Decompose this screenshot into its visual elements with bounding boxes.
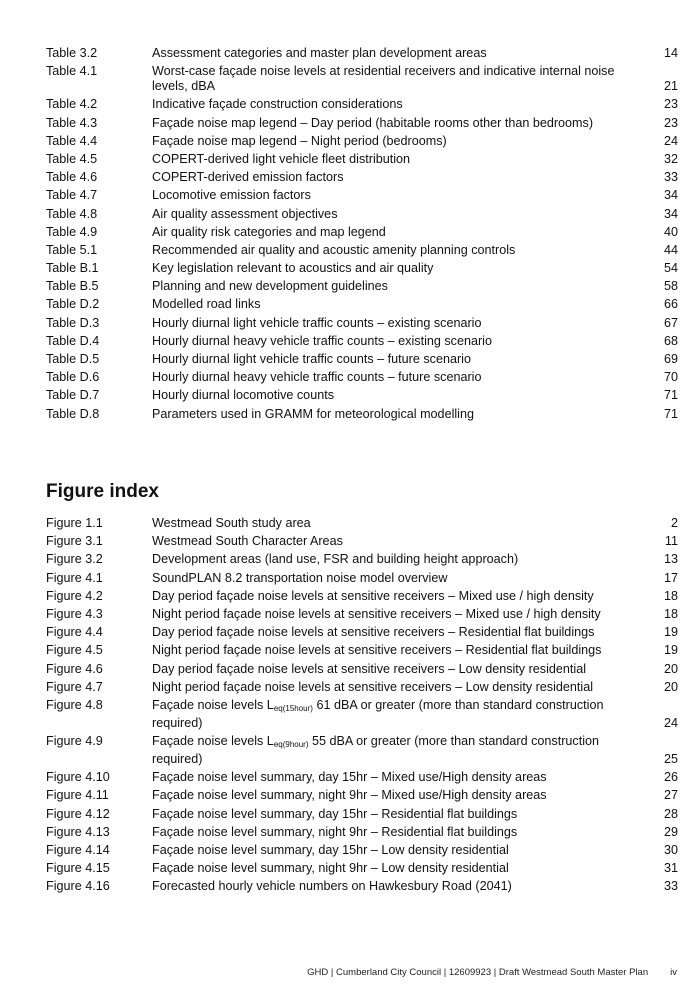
entry-page: 29 xyxy=(663,824,678,839)
table-entry[interactable] xyxy=(46,97,678,112)
entry-page: 30 xyxy=(663,843,678,857)
entry-label: Figure 4.12 xyxy=(46,806,110,821)
entry-page: 24 xyxy=(663,133,678,148)
entry-page: 23 xyxy=(663,97,678,112)
entry-title-pre: Façade noise levels L xyxy=(152,734,274,749)
entry-title-subscript: eq(9hour) xyxy=(273,740,309,750)
table-entry[interactable] xyxy=(46,261,678,276)
entry-page: 25 xyxy=(663,752,678,767)
table-entry[interactable] xyxy=(46,407,678,422)
entry-label: Figure 4.6 xyxy=(46,661,103,676)
figure-entry[interactable] xyxy=(46,861,678,876)
entry-page: 28 xyxy=(663,806,678,821)
entry-title: Assessment categories and master plan development areas xyxy=(152,46,487,60)
entry-title: Façade noise map legend – Day period (habitable rooms other than bedrooms) xyxy=(152,115,594,130)
entry-label: Figure 1.1 xyxy=(46,516,103,530)
entry-title: Day period façade noise levels at sensitive receivers – Mixed use / high density xyxy=(152,588,594,603)
entry-page: 21 xyxy=(663,79,678,94)
figure-entry[interactable] xyxy=(46,807,678,822)
entry-title: Modelled road links xyxy=(152,297,261,312)
table-entry[interactable] xyxy=(46,170,678,185)
entry-label: Figure 4.14 xyxy=(46,843,110,857)
entry-label: Figure 4.11 xyxy=(46,788,109,803)
table-entry[interactable] xyxy=(46,316,678,331)
footer-page-number: iv xyxy=(670,967,677,978)
entry-page: 24 xyxy=(663,715,678,730)
entry-page: 20 xyxy=(663,661,678,676)
entry-page: 27 xyxy=(663,788,678,803)
entry-label: Table 4.2 xyxy=(46,97,98,112)
entry-title: COPERT-derived emission factors xyxy=(152,170,344,185)
figure-entry[interactable] xyxy=(46,680,678,695)
entry-title: Key legislation relevant to acoustics and air quality xyxy=(152,261,434,276)
table-entry[interactable] xyxy=(46,297,678,312)
entry-title xyxy=(152,698,678,731)
figure-entry[interactable] xyxy=(46,734,678,767)
entry-page: 34 xyxy=(663,188,678,203)
entry-label: Table B.1 xyxy=(46,261,99,276)
figure-entry[interactable] xyxy=(46,698,678,731)
figure-entry[interactable] xyxy=(46,589,678,604)
table-entry[interactable] xyxy=(46,243,678,258)
entry-title: Westmead South Character Areas xyxy=(152,534,343,549)
entry-title: COPERT-derived light vehicle fleet distribution xyxy=(152,151,411,166)
entry-label: Figure 4.10 xyxy=(46,770,110,785)
entry-page: 66 xyxy=(663,297,678,312)
entry-page: 71 xyxy=(663,406,678,421)
entry-title: Forecasted hourly vehicle numbers on Hawkesbury Road (2041) xyxy=(152,879,512,894)
table-entry[interactable] xyxy=(46,279,678,294)
entry-page: 67 xyxy=(663,315,678,330)
entry-label: Table D.7 xyxy=(46,388,100,403)
entry-title: Locomotive emission factors xyxy=(152,188,311,203)
entry-title: Air quality assessment objectives xyxy=(152,206,338,221)
entry-title: Hourly diurnal locomotive counts xyxy=(152,388,334,403)
entry-label: Table 4.6 xyxy=(46,170,98,185)
table-entry[interactable] xyxy=(46,334,678,349)
entry-label: Table D.4 xyxy=(46,333,100,348)
entry-title: Westmead South study area xyxy=(152,516,311,530)
entry-page: 71 xyxy=(663,388,678,403)
entry-label: Figure 4.1 xyxy=(46,570,103,585)
entry-title: Day period façade noise levels at sensitive receivers – Low density residential xyxy=(152,661,587,676)
table-list xyxy=(46,46,678,425)
table-entry[interactable] xyxy=(46,46,678,61)
entry-page: 54 xyxy=(663,261,678,276)
figure-entry[interactable] xyxy=(46,788,678,803)
entry-title: Façade noise level summary, night 9hr – Residential flat buildings xyxy=(152,824,518,839)
page-footer xyxy=(307,967,677,978)
entry-title: Hourly diurnal light vehicle traffic counts – future scenario xyxy=(152,352,471,366)
entry-title-pre: Façade noise levels L xyxy=(152,697,274,712)
entry-title-post: 61 dBA or greater (more than standard construction required) xyxy=(152,697,604,730)
entry-page: 13 xyxy=(663,552,678,567)
entry-page: 68 xyxy=(663,333,678,348)
figure-entry[interactable] xyxy=(46,625,678,640)
table-entry[interactable] xyxy=(46,207,678,222)
figure-entry[interactable] xyxy=(46,662,678,677)
entry-page: 20 xyxy=(663,679,678,694)
table-entry[interactable] xyxy=(46,388,678,403)
entry-page: 33 xyxy=(663,170,678,185)
entry-label: Table 4.5 xyxy=(46,151,98,166)
figure-entry[interactable] xyxy=(46,552,678,567)
entry-page: 14 xyxy=(663,46,678,60)
figure-entry[interactable] xyxy=(46,607,678,622)
entry-page: 58 xyxy=(663,279,678,294)
entry-title: Façade noise map legend – Night period (bedrooms) xyxy=(152,133,447,148)
entry-title: Night period façade noise levels at sensitive receivers – Low density residential xyxy=(152,679,594,694)
entry-title: Night period façade noise levels at sensitive receivers – Residential flat buildings xyxy=(152,643,602,658)
entry-label: Table 4.3 xyxy=(46,115,98,130)
entry-label: Table 4.7 xyxy=(46,188,98,203)
entry-title: Development areas (land use, FSR and building height approach) xyxy=(152,552,519,567)
entry-label: Table D.2 xyxy=(46,297,100,312)
entry-label: Figure 4.7 xyxy=(46,679,103,694)
entry-page: 18 xyxy=(663,588,678,603)
entry-page: 44 xyxy=(663,242,678,257)
entry-label: Figure 4.5 xyxy=(46,643,103,658)
entry-title: Planning and new development guidelines xyxy=(152,279,388,294)
entry-page: 18 xyxy=(663,606,678,621)
entry-page: 26 xyxy=(663,770,678,785)
entry-label: Figure 4.4 xyxy=(46,625,103,640)
entry-label: Figure 4.16 xyxy=(46,879,110,894)
entry-label: Table D.5 xyxy=(46,352,100,366)
entry-title-post: 55 dBA or greater (more than standard construction required) xyxy=(152,734,600,767)
entry-page: 11 xyxy=(664,534,678,549)
entry-title xyxy=(152,734,678,767)
entry-label: Table D.3 xyxy=(46,315,100,330)
entry-title: Day period façade noise levels at sensitive receivers – Residential flat buildings xyxy=(152,625,595,640)
entry-label: Figure 4.8 xyxy=(46,697,103,712)
figure-entry[interactable] xyxy=(46,571,678,586)
entry-page: 69 xyxy=(663,352,678,366)
entry-label: Figure 4.13 xyxy=(46,824,110,839)
entry-title: Façade noise level summary, day 15hr – Residential flat buildings xyxy=(152,806,518,821)
entry-label: Table 4.1 xyxy=(46,64,98,79)
entry-label: Table 5.1 xyxy=(46,242,98,257)
figure-entry[interactable] xyxy=(46,825,678,840)
entry-label: Table 4.8 xyxy=(46,206,98,221)
figure-entry[interactable] xyxy=(46,770,678,785)
entry-page: 23 xyxy=(663,115,678,130)
entry-label: Figure 3.1 xyxy=(46,534,103,549)
entry-label: Table D.8 xyxy=(46,406,100,421)
entry-page: 33 xyxy=(663,879,678,894)
entry-title: Hourly diurnal heavy vehicle traffic counts – future scenario xyxy=(152,370,482,385)
entry-page: 2 xyxy=(670,516,678,530)
entry-title: Indicative façade construction considerations xyxy=(152,97,403,112)
figure-entry[interactable] xyxy=(46,643,678,658)
figure-entry[interactable] xyxy=(46,516,678,531)
entry-title: Recommended air quality and acoustic amenity planning controls xyxy=(152,242,516,257)
entry-label: Figure 4.15 xyxy=(46,861,110,876)
entry-page: 70 xyxy=(663,370,678,385)
entry-title: Façade noise level summary, day 15hr – Low density residential xyxy=(152,843,509,857)
figure-list xyxy=(46,516,678,898)
table-entry[interactable] xyxy=(46,352,678,367)
table-entry[interactable] xyxy=(46,116,678,131)
entry-page: 40 xyxy=(663,224,678,239)
figure-entry[interactable] xyxy=(46,843,678,858)
figure-entry[interactable] xyxy=(46,534,678,549)
entry-label: Figure 4.9 xyxy=(46,734,103,749)
entry-label: Table 3.2 xyxy=(46,46,98,60)
entry-page: 17 xyxy=(663,570,678,585)
entry-page: 19 xyxy=(663,643,678,658)
entry-title: Air quality risk categories and map legend xyxy=(152,224,386,239)
entry-title: Worst-case façade noise levels at residential receivers and indicative internal noise levels, dBA xyxy=(152,64,615,94)
entry-title: Hourly diurnal heavy vehicle traffic counts – existing scenario xyxy=(152,333,492,348)
entry-page: 32 xyxy=(663,151,678,166)
entry-title: Parameters used in GRAMM for meteorological modelling xyxy=(152,406,474,421)
table-entry[interactable] xyxy=(46,225,678,240)
entry-label: Figure 3.2 xyxy=(46,552,103,567)
entry-label: Table B.5 xyxy=(46,279,99,294)
table-entry[interactable] xyxy=(46,152,678,167)
entry-label: Figure 4.2 xyxy=(46,588,103,603)
figure-entry[interactable] xyxy=(46,879,678,894)
entry-page: 34 xyxy=(663,206,678,221)
figure-index-heading: Figure index xyxy=(46,481,159,502)
footer-text: GHD | Cumberland City Council | 12609923 | Draft Westmead South Master Plan xyxy=(307,967,649,978)
entry-page: 31 xyxy=(663,861,678,876)
entry-label: Table D.6 xyxy=(46,370,100,385)
table-entry[interactable] xyxy=(46,370,678,385)
entry-label: Table 4.9 xyxy=(46,224,98,239)
entry-label: Table 4.4 xyxy=(46,133,98,148)
entry-title: Façade noise level summary, night 9hr – Low density residential xyxy=(152,861,509,876)
entry-title: Façade noise level summary, day 15hr – Mixed use/High density areas xyxy=(152,770,547,785)
entry-title: Hourly diurnal light vehicle traffic counts – existing scenario xyxy=(152,315,482,330)
entry-title: SoundPLAN 8.2 transportation noise model overview xyxy=(152,570,448,585)
entry-page: 19 xyxy=(663,625,678,640)
table-entry[interactable] xyxy=(46,134,678,149)
entry-title-subscript: eq(15hour) xyxy=(273,703,313,713)
table-entry[interactable] xyxy=(46,188,678,203)
entry-title: Façade noise level summary, night 9hr – Mixed use/High density areas xyxy=(152,788,547,803)
table-entry[interactable] xyxy=(46,64,678,94)
entry-title: Night period façade noise levels at sensitive receivers – Mixed use / high density xyxy=(152,606,601,621)
entry-label: Figure 4.3 xyxy=(46,606,103,621)
